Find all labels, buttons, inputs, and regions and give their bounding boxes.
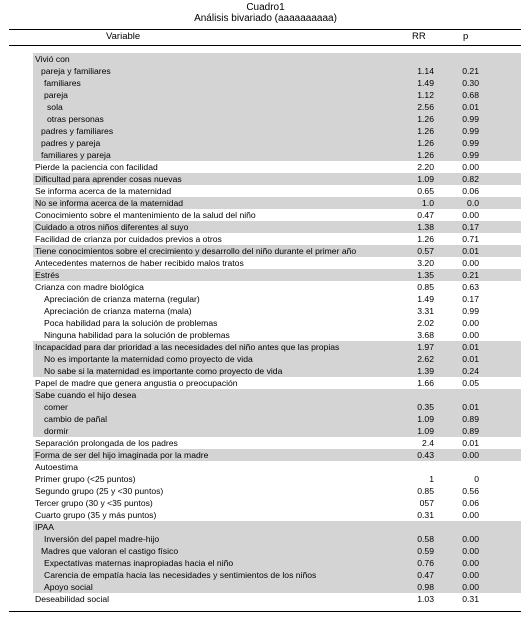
p-cell: 0.99 xyxy=(462,306,479,316)
p-cell: 0.00 xyxy=(462,210,479,220)
p-cell: 0.24 xyxy=(462,366,479,376)
table-row xyxy=(33,557,521,569)
variable-cell: Crianza con madre biológica xyxy=(35,282,144,292)
p-cell: 0.0 xyxy=(467,198,479,208)
p-cell: 0.89 xyxy=(462,426,479,436)
rr-cell: 2.20 xyxy=(417,162,434,172)
table-row xyxy=(33,545,521,557)
header-bottom-rule xyxy=(9,45,521,46)
variable-cell: Antecedentes maternos de haber recibido malos tratos xyxy=(35,258,244,268)
variable-cell: Apoyo social xyxy=(44,582,93,592)
p-cell: 0.01 xyxy=(462,342,479,352)
table-row xyxy=(33,89,521,101)
variable-cell: Sabe cuando el hijo desea xyxy=(35,390,137,400)
p-cell: 0.00 xyxy=(462,318,479,328)
rr-cell: 0.65 xyxy=(417,186,434,196)
table-row xyxy=(33,593,521,605)
rr-cell: 057 xyxy=(419,498,434,508)
variable-cell: Forma de ser del hijo imaginada por la madre xyxy=(35,450,209,460)
p-cell: 0.01 xyxy=(462,102,479,112)
variable-cell: cambio de pañal xyxy=(44,414,108,424)
header-p: p xyxy=(463,31,469,42)
table-row xyxy=(33,65,521,77)
table-row xyxy=(33,77,521,89)
rr-cell: 1.49 xyxy=(417,78,434,88)
p-cell: 0.00 xyxy=(462,450,479,460)
rr-cell: 3.68 xyxy=(417,330,434,340)
rr-cell: 2.02 xyxy=(417,318,434,328)
table-row xyxy=(33,161,521,173)
rr-cell: 1.26 xyxy=(417,138,434,148)
rr-cell: 1.09 xyxy=(417,414,434,424)
variable-cell: Pierde la paciencia con facilidad xyxy=(35,162,158,172)
table-row xyxy=(33,389,521,401)
variable-cell: sola xyxy=(47,102,63,112)
variable-cell: Segundo grupo (25 y <30 puntos) xyxy=(35,486,164,496)
rr-cell: 1.35 xyxy=(417,270,434,280)
table-row xyxy=(33,137,521,149)
p-cell: 0.00 xyxy=(462,510,479,520)
rr-cell: 0.43 xyxy=(417,450,434,460)
table-row xyxy=(33,413,521,425)
table-row xyxy=(33,377,521,389)
variable-cell: No es importante la maternidad como proyecto de vida xyxy=(44,354,253,364)
rr-cell: 0.85 xyxy=(417,282,434,292)
header-top-rule xyxy=(9,29,521,30)
table-row xyxy=(33,341,521,353)
p-cell: 0.00 xyxy=(462,582,479,592)
p-cell: 0.82 xyxy=(462,174,479,184)
table-row xyxy=(33,569,521,581)
p-cell: 0.00 xyxy=(462,330,479,340)
p-cell: 0.56 xyxy=(462,486,479,496)
rr-cell: 3.31 xyxy=(417,306,434,316)
table-row xyxy=(33,533,521,545)
variable-cell: pareja y familiares xyxy=(41,66,111,76)
results-table xyxy=(33,53,521,605)
p-cell: 0.01 xyxy=(462,438,479,448)
p-cell: 0.17 xyxy=(462,294,479,304)
table-row xyxy=(33,113,521,125)
table-row xyxy=(33,197,521,209)
p-cell: 0.99 xyxy=(462,138,479,148)
variable-cell: Conocimiento sobre el mantenimiento de la salud del niño xyxy=(35,210,256,220)
rr-cell: 1.39 xyxy=(417,366,434,376)
rr-cell: 2.4 xyxy=(422,438,434,448)
p-cell: 0 xyxy=(474,474,479,484)
table-row xyxy=(33,305,521,317)
variable-cell: Cuidado a otros niños diferentes al suyo xyxy=(35,222,189,232)
header-variable: Variable xyxy=(106,31,141,42)
variable-cell: Separación prolongada de los padres xyxy=(35,438,178,448)
rr-cell: 1.26 xyxy=(417,234,434,244)
variable-cell: Incapacidad para dar prioridad a las necesidades del niño antes que las propias xyxy=(35,342,340,352)
p-cell: 0.21 xyxy=(462,270,479,280)
variable-cell: Tercer grupo (30 y <35 puntos) xyxy=(35,498,153,508)
rr-cell: 1.14 xyxy=(417,66,434,76)
p-cell: 0.00 xyxy=(462,546,479,556)
p-cell: 0.00 xyxy=(462,534,479,544)
table-row xyxy=(33,521,521,533)
table-row xyxy=(33,269,521,281)
table-row xyxy=(33,185,521,197)
rr-cell: 2.62 xyxy=(417,354,434,364)
p-cell: 0.01 xyxy=(462,246,479,256)
p-cell: 0.89 xyxy=(462,414,479,424)
variable-cell: Se informa acerca de la maternidad xyxy=(35,186,172,196)
variable-cell: comer xyxy=(44,402,68,412)
rr-cell: 0.31 xyxy=(417,510,434,520)
variable-cell: pareja xyxy=(44,90,68,100)
rr-cell: 1.0 xyxy=(422,198,434,208)
table-row xyxy=(33,485,521,497)
variable-cell: Dificultad para aprender cosas nuevas xyxy=(35,174,182,184)
table-row xyxy=(33,245,521,257)
p-cell: 0.00 xyxy=(462,558,479,568)
rr-cell: 1.97 xyxy=(417,342,434,352)
variable-cell: Autoestima xyxy=(35,462,78,472)
p-cell: 0.68 xyxy=(462,90,479,100)
rr-cell: 0.47 xyxy=(417,570,434,580)
variable-cell: Tiene conocimientos sobre el crecimiento y desarrollo del niño durante el primer año xyxy=(35,246,357,256)
rr-cell: 0.35 xyxy=(417,402,434,412)
header-rr: RR xyxy=(412,31,426,42)
p-cell: 0.01 xyxy=(462,354,479,364)
rr-cell: 1.26 xyxy=(417,150,434,160)
table-row xyxy=(33,449,521,461)
rr-cell: 1.38 xyxy=(417,222,434,232)
rr-cell: 0.85 xyxy=(417,486,434,496)
variable-cell: dormir xyxy=(44,426,69,436)
rr-cell: 0.98 xyxy=(417,582,434,592)
table-row xyxy=(33,53,521,65)
variable-cell: Carencia de empatía hacia las necesidades y sentimientos de los niños xyxy=(44,570,317,580)
variable-cell: Poca habilidad para la solución de problemas xyxy=(44,318,218,328)
p-cell: 0.99 xyxy=(462,150,479,160)
table-row xyxy=(33,581,521,593)
rr-cell: 0.47 xyxy=(417,210,434,220)
variable-cell: Facilidad de crianza por cuidados previos a otros xyxy=(35,234,222,244)
rr-cell: 0.57 xyxy=(417,246,434,256)
p-cell: 0.63 xyxy=(462,282,479,292)
p-cell: 0.06 xyxy=(462,498,479,508)
variable-cell: familiares y pareja xyxy=(41,150,111,160)
rr-cell: 0.58 xyxy=(417,534,434,544)
table-bottom-rule xyxy=(9,611,521,612)
table-row xyxy=(33,209,521,221)
table-row xyxy=(33,125,521,137)
p-cell: 0.31 xyxy=(462,594,479,604)
p-cell: 0.99 xyxy=(462,126,479,136)
rr-cell: 0.59 xyxy=(417,546,434,556)
variable-cell: Primer grupo (<25 puntos) xyxy=(35,474,136,484)
rr-cell: 1.26 xyxy=(417,126,434,136)
table-row xyxy=(33,101,521,113)
variable-cell: Expectativas maternas inapropiadas hacia el niño xyxy=(44,558,234,568)
rr-cell: 1.09 xyxy=(417,426,434,436)
variable-cell: No sabe si la maternidad es importante como proyecto de vida xyxy=(44,366,283,376)
variable-cell: Apreciación de crianza materna (regular) xyxy=(44,294,200,304)
variable-cell: Deseabilidad social xyxy=(35,594,110,604)
table-row xyxy=(33,497,521,509)
p-cell: 0.00 xyxy=(462,162,479,172)
table-row xyxy=(33,425,521,437)
p-cell: 0.06 xyxy=(462,186,479,196)
rr-cell: 1.66 xyxy=(417,378,434,388)
variable-cell: familiares xyxy=(44,78,81,88)
table-subtitle: Análisis bivariado (aaaaaaaaaa) xyxy=(194,13,337,24)
variable-cell: Apreciación de crianza materna (mala) xyxy=(44,306,192,316)
table-row xyxy=(33,317,521,329)
table-row xyxy=(33,509,521,521)
table-row xyxy=(33,353,521,365)
variable-cell: Cuarto grupo (35 y más puntos) xyxy=(35,510,157,520)
table-row xyxy=(33,329,521,341)
table-row xyxy=(33,437,521,449)
rr-cell: 1.09 xyxy=(417,174,434,184)
rr-cell: 1 xyxy=(429,474,434,484)
p-cell: 0.71 xyxy=(462,234,479,244)
p-cell: 0.00 xyxy=(462,258,479,268)
variable-cell: Madres que valoran el castigo físico xyxy=(41,546,179,556)
table-row xyxy=(33,281,521,293)
variable-cell: padres y familiares xyxy=(41,126,114,136)
table-row xyxy=(33,365,521,377)
table-row xyxy=(33,257,521,269)
rr-cell: 1.12 xyxy=(417,90,434,100)
table-row xyxy=(33,149,521,161)
table-row xyxy=(33,233,521,245)
variable-cell: Vivió con xyxy=(35,54,70,64)
variable-cell: Estrés xyxy=(35,270,60,280)
variable-cell: IPAA xyxy=(35,522,54,532)
table-row xyxy=(33,401,521,413)
rr-cell: 0.76 xyxy=(417,558,434,568)
rr-cell: 1.26 xyxy=(417,114,434,124)
p-cell: 0.01 xyxy=(462,402,479,412)
p-cell: 0.99 xyxy=(462,114,479,124)
variable-cell: Inversión del papel madre-hijo xyxy=(44,534,160,544)
rr-cell: 2.56 xyxy=(417,102,434,112)
variable-cell: No se informa acerca de la maternidad xyxy=(35,198,184,208)
rr-cell: 1.03 xyxy=(417,594,434,604)
variable-cell: padres y pareja xyxy=(41,138,101,148)
p-cell: 0.21 xyxy=(462,66,479,76)
rr-cell: 1.49 xyxy=(417,294,434,304)
rr-cell: 3.20 xyxy=(417,258,434,268)
table-row xyxy=(33,293,521,305)
p-cell: 0.05 xyxy=(462,378,479,388)
p-cell: 0.30 xyxy=(462,78,479,88)
variable-cell: otras personas xyxy=(47,114,104,124)
p-cell: 0.17 xyxy=(462,222,479,232)
table-row xyxy=(33,221,521,233)
table-title: Cuadro1 xyxy=(246,2,285,13)
table-row xyxy=(33,461,521,473)
table-row xyxy=(33,173,521,185)
variable-cell: Ninguna habilidad para la solución de problemas xyxy=(44,330,230,340)
p-cell: 0.00 xyxy=(462,570,479,580)
table-row xyxy=(33,473,521,485)
variable-cell: Papel de madre que genera angustia o preocupación xyxy=(35,378,238,388)
